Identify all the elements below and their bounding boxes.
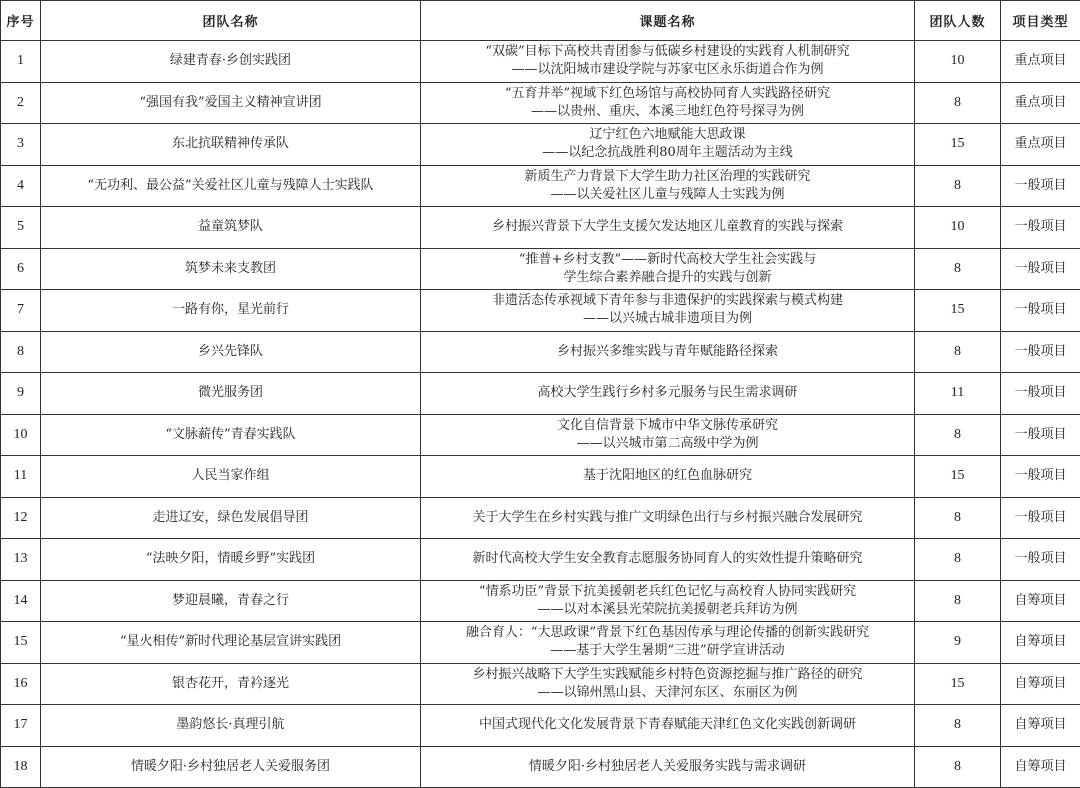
team-name: 一路有你，星光前行 [41,290,421,332]
team-name: 绿建青春·乡创实践团 [41,41,421,83]
team-name: 微光服务团 [41,373,421,415]
project-type: 自筹项目 [1001,663,1080,705]
row-number: 9 [1,373,41,415]
topic-line: ——以兴城古城非遗项目为例 [423,310,912,328]
team-size: 8 [915,82,1001,124]
team-name: 情暖夕阳·乡村独居老人关爱服务团 [41,746,421,788]
topic-name [421,373,915,415]
header-row [1,1,1080,41]
topic-line: 情暖夕阳·乡村独居老人关爱服务实践与需求调研 [423,758,912,776]
team-name: “法映夕阳，情暖乡野”实践团 [41,539,421,581]
team-name: 乡兴先锋队 [41,331,421,373]
table-body [1,41,1080,788]
header-no: 序号 [1,1,41,41]
row-number: 5 [1,207,41,249]
team-size: 9 [915,622,1001,664]
topic-line: 关于大学生在乡村实践与推广文明绿色出行与乡村振兴融合发展研究 [423,509,912,527]
header-topic: 课题名称 [421,1,915,41]
topic-name [421,497,915,539]
team-size: 15 [915,456,1001,498]
topic-line: 基于沈阳地区的红色血脉研究 [423,467,912,485]
table-row [1,41,1080,83]
table-row [1,622,1080,664]
topic-line: 乡村振兴多维实践与青年赋能路径探索 [423,343,912,361]
project-type: 重点项目 [1001,41,1080,83]
topic-name [421,456,915,498]
team-size: 8 [915,705,1001,747]
team-name: “文脉薪传”青春实践队 [41,414,421,456]
topic-line: ——以纪念抗战胜利80周年主题活动为主线 [423,144,912,162]
topic-line: 非遗活态传承视域下青年参与非遗保护的实践探索与模式构建 [423,292,912,310]
team-name: 东北抗联精神传承队 [41,124,421,166]
table-row [1,124,1080,166]
topic-name [421,539,915,581]
project-type: 一般项目 [1001,414,1080,456]
row-number: 8 [1,331,41,373]
project-type: 自筹项目 [1001,705,1080,747]
row-number: 10 [1,414,41,456]
topic-name [421,41,915,83]
topic-line: “五育并举”视域下红色场馆与高校协同育人实践路径研究 [423,85,912,103]
team-name: 筑梦未来支教团 [41,248,421,290]
row-number: 11 [1,456,41,498]
team-name: 墨韵悠长·真理引航 [41,705,421,747]
team-size: 15 [915,290,1001,332]
row-number: 6 [1,248,41,290]
topic-name [421,746,915,788]
row-number: 12 [1,497,41,539]
row-number: 13 [1,539,41,581]
table-row [1,414,1080,456]
team-name: 银杏花开，青衿逐光 [41,663,421,705]
table-row [1,580,1080,622]
team-size: 8 [915,539,1001,581]
topic-line: “推普+乡村支教”——新时代高校大学生社会实践与 [423,251,912,269]
topic-line: ——以贵州、重庆、本溪三地红色符号探寻为例 [423,103,912,121]
topic-line: 新质生产力背景下大学生助力社区治理的实践研究 [423,168,912,186]
team-name: 走进辽安，绿色发展倡导团 [41,497,421,539]
table-row [1,663,1080,705]
topic-line: 乡村振兴背景下大学生支援欠发达地区儿童教育的实践与探索 [423,218,912,236]
table-row [1,373,1080,415]
team-name: 梦迎晨曦，青春之行 [41,580,421,622]
team-size: 8 [915,497,1001,539]
topic-line: ——以锦州黑山县、天津河东区、东丽区为例 [423,684,912,702]
project-type: 自筹项目 [1001,580,1080,622]
table-row [1,539,1080,581]
topic-line: 中国式现代化文化发展背景下青春赋能天津红色文化实践创新调研 [423,716,912,734]
project-type: 一般项目 [1001,290,1080,332]
project-type: 一般项目 [1001,331,1080,373]
project-type: 一般项目 [1001,165,1080,207]
project-type: 一般项目 [1001,248,1080,290]
project-type: 重点项目 [1001,82,1080,124]
table-row [1,290,1080,332]
topic-name [421,248,915,290]
table-row [1,705,1080,747]
project-type: 一般项目 [1001,497,1080,539]
team-size: 11 [915,373,1001,415]
team-size: 8 [915,580,1001,622]
row-number: 14 [1,580,41,622]
topic-name [421,82,915,124]
topic-name [421,165,915,207]
topic-name [421,124,915,166]
topic-line: 融合育人：“大思政课”背景下红色基因传承与理论传播的创新实践研究 [423,624,912,642]
project-type: 一般项目 [1001,373,1080,415]
topic-line: 高校大学生践行乡村多元服务与民生需求调研 [423,384,912,402]
row-number: 1 [1,41,41,83]
table-row [1,82,1080,124]
row-number: 4 [1,165,41,207]
row-number: 15 [1,622,41,664]
topic-line: ——以沈阳城市建设学院与苏家屯区永乐街道合作为例 [423,61,912,79]
topic-line: ——基于大学生暑期“三进”研学宣讲活动 [423,642,912,660]
project-type: 重点项目 [1001,124,1080,166]
topic-line: 新时代高校大学生安全教育志愿服务协同育人的实效性提升策略研究 [423,550,912,568]
topic-name [421,331,915,373]
table-row [1,331,1080,373]
row-number: 3 [1,124,41,166]
table-row [1,248,1080,290]
header-count: 团队人数 [915,1,1001,41]
row-number: 16 [1,663,41,705]
topic-name [421,207,915,249]
topic-line: 文化自信背景下城市中华文脉传承研究 [423,417,912,435]
team-name: 益童筑梦队 [41,207,421,249]
team-name: “无功利、最公益”关爱社区儿童与残障人士实践队 [41,165,421,207]
topic-name [421,705,915,747]
topic-line: ——以兴城市第二高级中学为例 [423,435,912,453]
table-row [1,165,1080,207]
team-size: 8 [915,414,1001,456]
team-size: 8 [915,165,1001,207]
project-type: 一般项目 [1001,456,1080,498]
project-type: 自筹项目 [1001,622,1080,664]
table-row [1,456,1080,498]
topic-line: ——以关爱社区儿童与残障人士实践为例 [423,186,912,204]
topic-name [421,290,915,332]
topic-name [421,663,915,705]
team-size: 10 [915,207,1001,249]
table-row [1,746,1080,788]
team-size: 8 [915,331,1001,373]
row-number: 18 [1,746,41,788]
project-type: 一般项目 [1001,539,1080,581]
team-size: 8 [915,248,1001,290]
topic-line: 辽宁红色六地赋能大思政课 [423,126,912,144]
topic-line: 乡村振兴战略下大学生实践赋能乡村特色资源挖掘与推广路径的研究 [423,666,912,684]
table-row [1,207,1080,249]
topic-line: “情系功臣”背景下抗美援朝老兵红色记忆与高校育人协同实践研究 [423,583,912,601]
team-size: 10 [915,41,1001,83]
project-type: 自筹项目 [1001,746,1080,788]
team-size: 15 [915,663,1001,705]
team-name: “星火相传”新时代理论基层宣讲实践团 [41,622,421,664]
row-number: 2 [1,82,41,124]
topic-name [421,622,915,664]
row-number: 7 [1,290,41,332]
header-type: 项目类型 [1001,1,1080,41]
topic-line: ——以对本溪县光荣院抗美援朝老兵拜访为例 [423,601,912,619]
topic-name [421,580,915,622]
project-type: 一般项目 [1001,207,1080,249]
topic-line: “双碳”目标下高校共青团参与低碳乡村建设的实践育人机制研究 [423,43,912,61]
table-row [1,497,1080,539]
team-name: “强国有我”爱国主义精神宣讲团 [41,82,421,124]
row-number: 17 [1,705,41,747]
team-name: 人民当家作组 [41,456,421,498]
header-team: 团队名称 [41,1,421,41]
topic-name [421,414,915,456]
team-size: 15 [915,124,1001,166]
team-size: 8 [915,746,1001,788]
topic-line: 学生综合素养融合提升的实践与创新 [423,269,912,287]
